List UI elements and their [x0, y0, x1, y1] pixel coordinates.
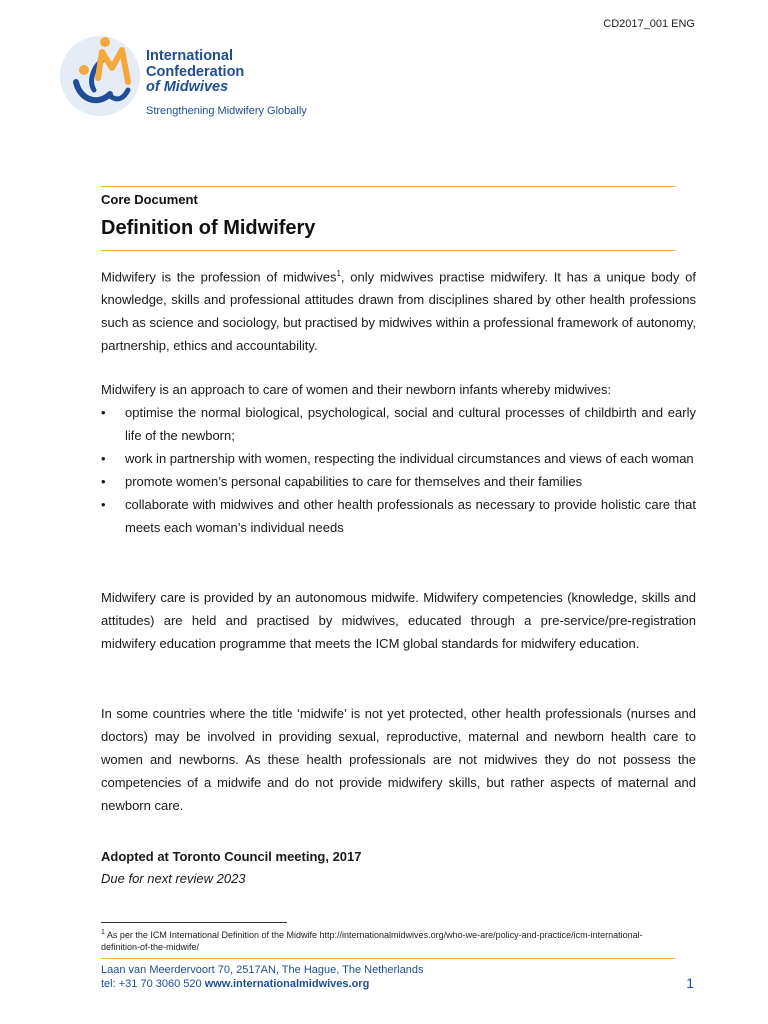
bullet-icon: • — [101, 474, 106, 489]
footnote-text: As per the ICM International Definition of the Midwife http://internationalmidwives.org/who-we-are/policy-and-practice/icm-international-definition-of-the-midwife/ — [101, 930, 643, 952]
paragraph-definition-start: Midwifery is the profession of midwives — [101, 269, 337, 285]
footer-divider — [101, 958, 675, 959]
footnote — [101, 927, 671, 953]
adoption-statement: Adopted at Toronto Council meeting, 2017 — [101, 849, 362, 864]
list-item — [101, 493, 696, 539]
list-item — [101, 401, 696, 447]
document-code: CD2017_001 ENG — [603, 18, 695, 30]
footer-phone: tel: +31 70 3060 520 — [101, 978, 205, 990]
document-category: Core Document — [101, 192, 198, 207]
paragraph-definition-rest: , only midwives practise midwifery. It has a unique body of knowledge, skills and professional attitudes drawn from disciplines shared by other health professions such as science and sociology, but practised by midwives within a professional framework of autonomy, partnership, ethics and accountability. — [101, 269, 696, 354]
list-item-text: work in partnership with women, respecting the individual circumstances and views of each woman — [125, 451, 694, 466]
footer-address — [101, 963, 423, 991]
footer-street: Laan van Meerdervoort 70, 2517AN, The Hague, The Netherlands — [101, 964, 424, 976]
bullet-icon: • — [101, 405, 106, 420]
title-divider — [101, 250, 675, 251]
paragraph-approach: Midwifery is an approach to care of women and their newborn infants whereby midwives: — [101, 382, 612, 397]
list-item — [101, 447, 696, 470]
paragraph-definition — [101, 262, 696, 357]
top-divider — [101, 186, 675, 187]
review-statement: Due for next review 2023 — [101, 871, 246, 886]
list-item — [101, 470, 696, 493]
icm-logo — [58, 30, 318, 122]
list-item-text: promote women’s personal capabilities to care for themselves and their families — [125, 474, 583, 489]
page-number: 1 — [686, 975, 694, 991]
org-name-line3: of Midwives — [146, 79, 229, 95]
footnote-divider — [101, 922, 287, 923]
org-name-line1: International — [146, 48, 234, 64]
paragraph-other-professionals: In some countries where the title ‘midwife’ is not yet protected, other health professionals (nurses and doctors) may be involved in providing sexual, reproductive, maternal and newborn health care to women and newborns. As these health professionals are not midwives they do not possess the competencies of a midwife and do not provide midwifery skills, but rather aspects of maternal and newborn care. — [101, 706, 696, 813]
org-name-line2: Confederation — [146, 63, 245, 80]
footnote-marker: 1 — [101, 929, 105, 936]
footer-contact — [101, 977, 423, 991]
page-title: Definition of Midwifery — [101, 217, 316, 239]
list-item-text: collaborate with midwives and other health professionals as necessary to provide holistic care that meets each woman’s individual needs — [125, 497, 696, 535]
footnote-reference[interactable]: 1 — [336, 269, 341, 278]
bullet-icon: • — [101, 451, 106, 466]
org-tagline: Strengthening Midwifery Globally — [146, 105, 307, 117]
website-link[interactable]: www.internationalmidwives.org — [204, 978, 370, 990]
icm-emblem-icon — [58, 30, 144, 122]
org-name — [146, 49, 244, 96]
paragraph-care: Midwifery care is provided by an autonomous midwife. Midwifery competencies (knowledge, skills and attitudes) are held and practised by midwives, educated through a pre-service/pre-registration midwifery education programme that meets the ICM global standards for midwifery education. — [101, 590, 696, 651]
bullet-icon: • — [101, 497, 106, 512]
list-item-text: optimise the normal biological, psychological, social and cultural processes of childbirth and early life of the newborn; — [125, 405, 696, 443]
approach-list — [101, 401, 696, 539]
